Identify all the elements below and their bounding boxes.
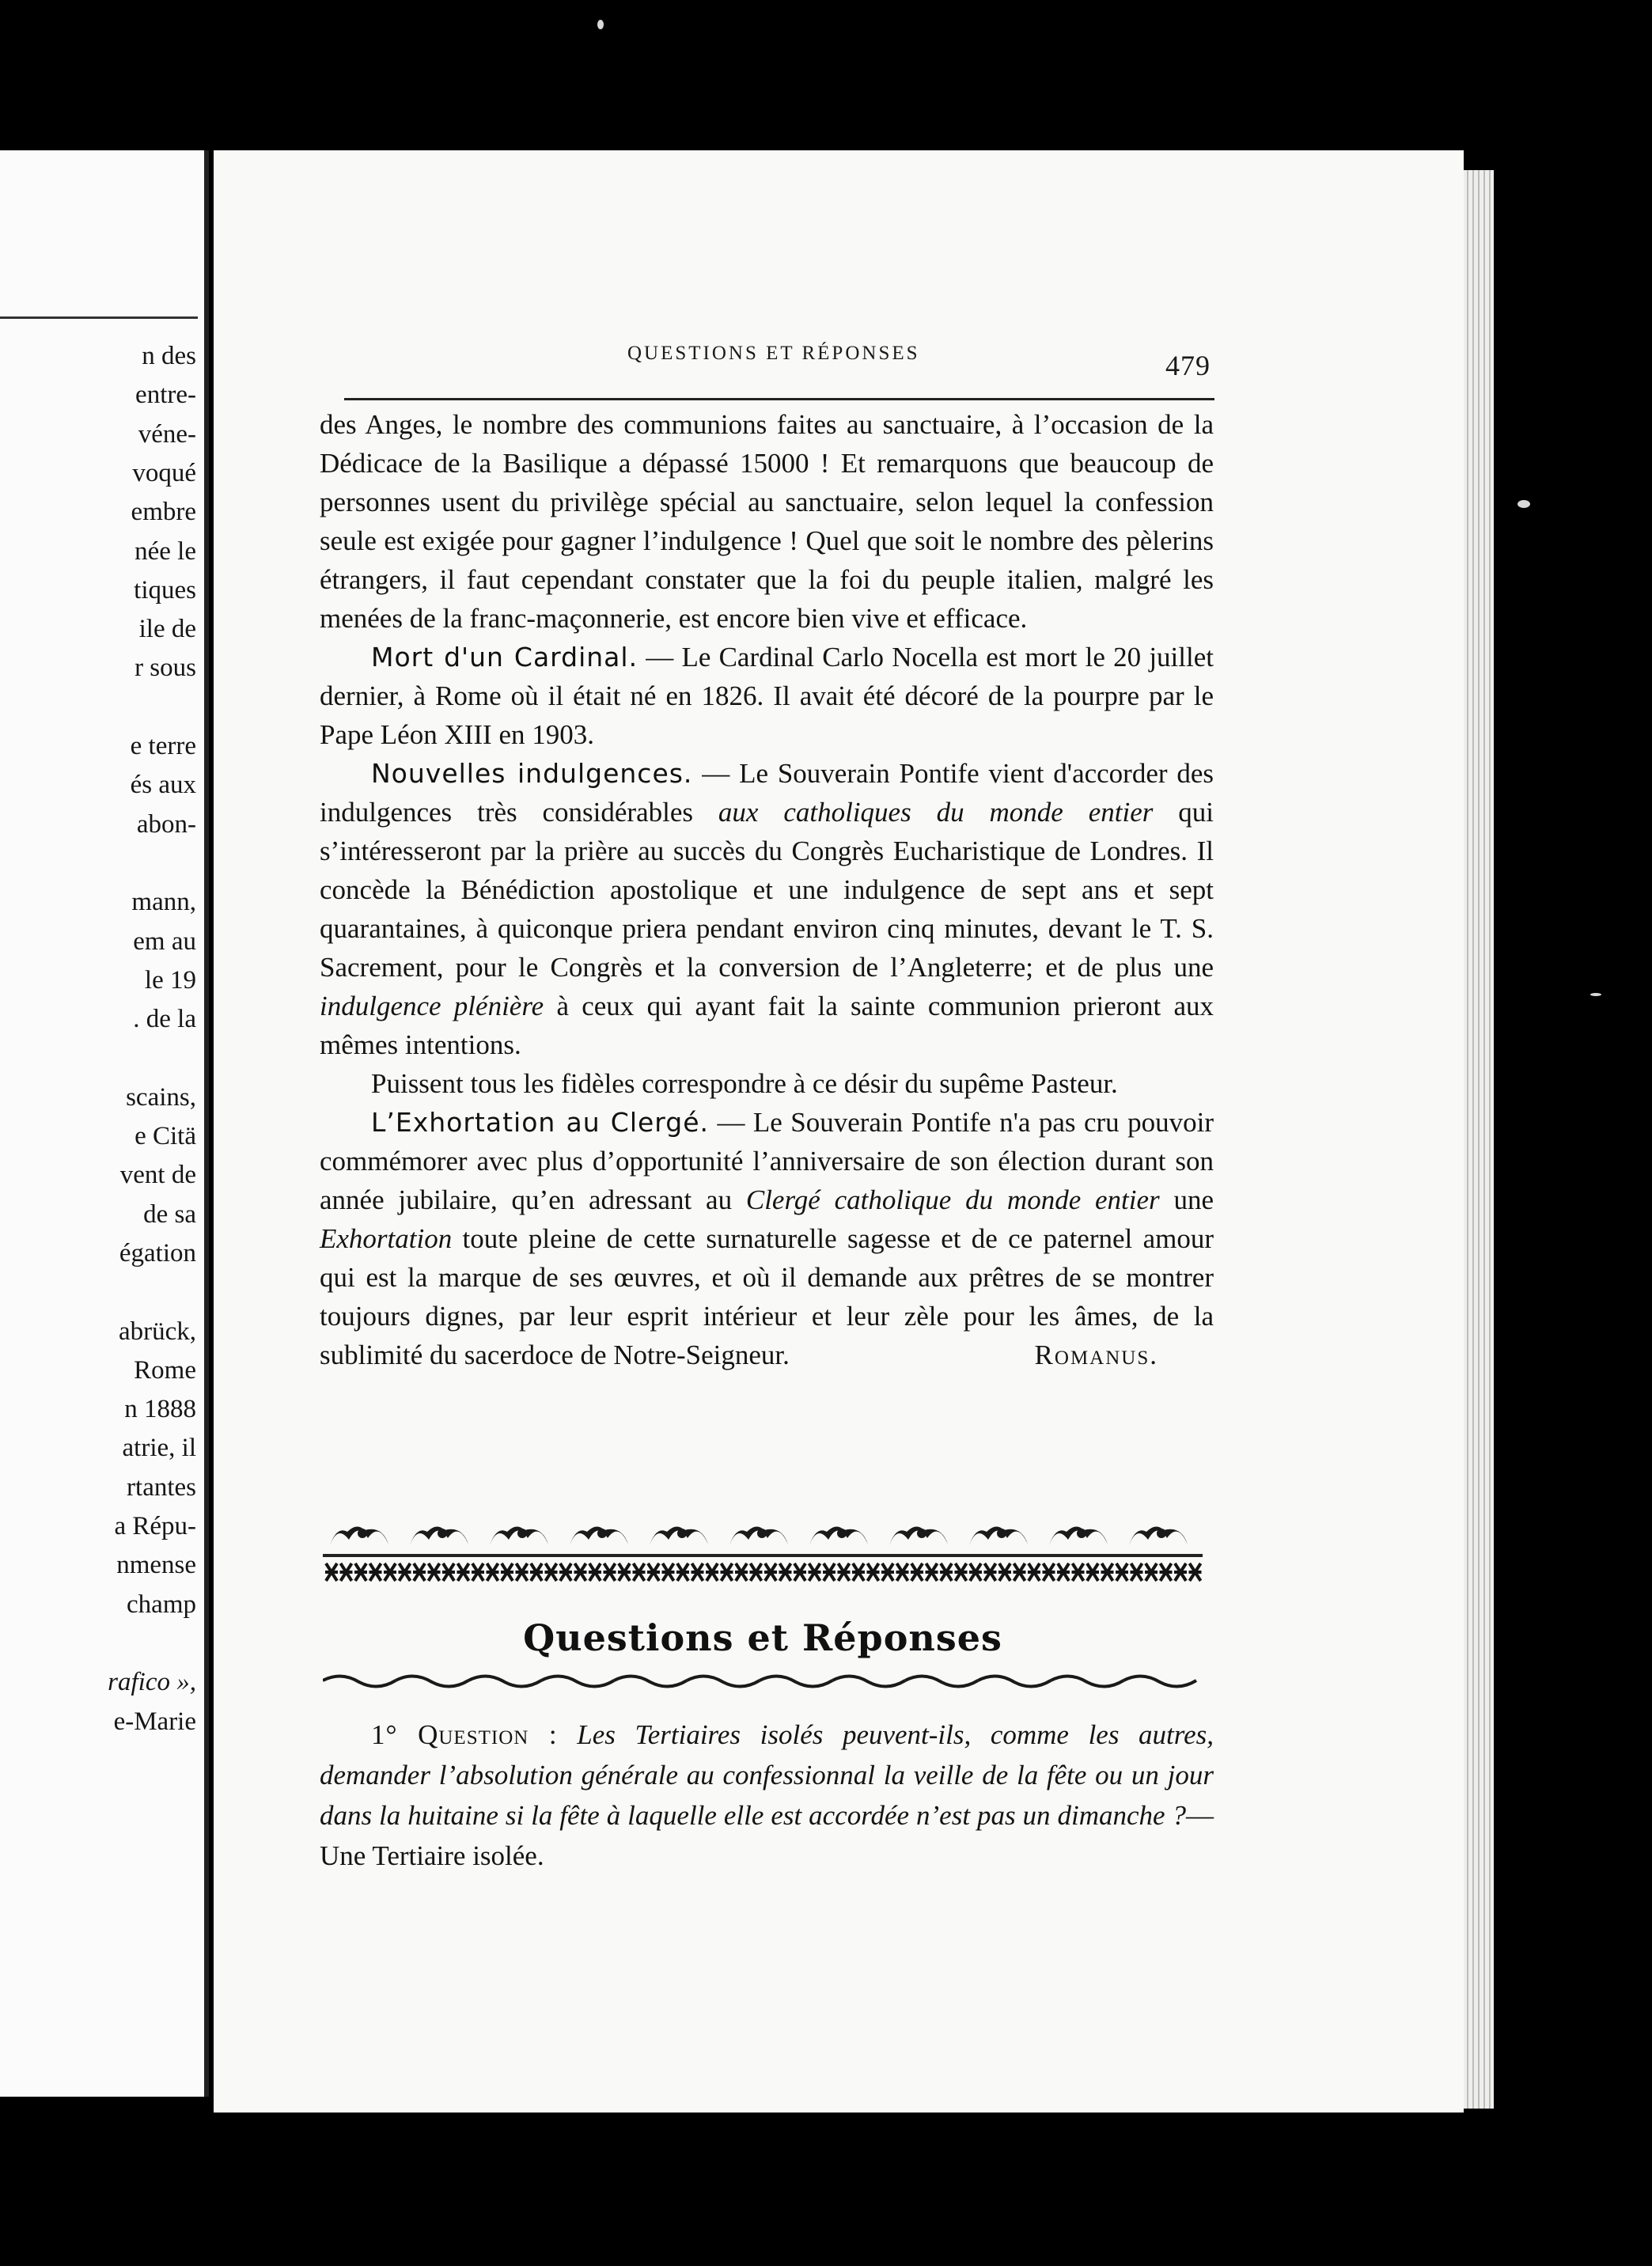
wave-ornament bbox=[614, 1676, 687, 1686]
question-block bbox=[320, 1715, 1214, 1876]
page-number: 479 bbox=[1165, 350, 1211, 381]
ornament-cross-band bbox=[323, 1560, 1203, 1584]
left-page-line: voqué bbox=[132, 458, 196, 487]
wave-ornament bbox=[687, 1676, 760, 1686]
ornament-rule bbox=[323, 1554, 1203, 1557]
left-page-line: em au bbox=[133, 926, 196, 956]
cross-ornament bbox=[1116, 1563, 1128, 1581]
ornament-scroll-band bbox=[323, 1519, 1203, 1552]
section-rubric: L’Exhortation au Clergé. bbox=[371, 1107, 710, 1138]
section-title: Questions et Réponses bbox=[523, 1616, 1002, 1659]
paragraph bbox=[320, 1103, 1214, 1374]
cross-ornament bbox=[809, 1563, 821, 1581]
cross-ornament bbox=[530, 1563, 543, 1581]
left-page-line: tiques bbox=[134, 575, 196, 604]
paragraph-text: — Le Souverain Pontife n'a pas cru pouvoir commémorer avec plus d’opportunité l’anniversaire de son élection durant son année jubilaire, qu’en adressant au bbox=[320, 1107, 1214, 1215]
left-page-line: . de la bbox=[133, 1005, 196, 1034]
cross-ornament bbox=[1101, 1563, 1114, 1581]
cross-ornament bbox=[399, 1563, 411, 1581]
cross-ornament bbox=[852, 1563, 865, 1581]
cross-ornament bbox=[881, 1563, 894, 1581]
scroll-ornament bbox=[329, 1526, 388, 1548]
left-page-line: rtantes bbox=[127, 1472, 196, 1502]
cross-ornament bbox=[501, 1563, 513, 1581]
cross-ornament bbox=[662, 1563, 675, 1581]
cross-ornament bbox=[896, 1563, 909, 1581]
cross-ornament bbox=[457, 1563, 470, 1581]
italic-text: Exhortation bbox=[320, 1223, 453, 1254]
left-page-line: atrie, il bbox=[122, 1434, 196, 1463]
cross-ornament bbox=[706, 1563, 718, 1581]
question-label: 1° Question : bbox=[371, 1719, 558, 1750]
paragraph-text: — Le Souverain Pontife vient d'accorder des indulgences très considérables bbox=[320, 758, 1214, 828]
left-page-line: abon- bbox=[136, 809, 196, 839]
paragraph bbox=[320, 754, 1214, 1064]
cross-ornament bbox=[618, 1563, 631, 1581]
cross-ornament bbox=[516, 1563, 529, 1581]
left-page-line: e-Marie bbox=[113, 1707, 196, 1736]
section-rubric: Mort d'un Cardinal. bbox=[371, 642, 638, 673]
scroll-ornament bbox=[809, 1526, 868, 1548]
paragraph-text: — Le Cardinal Carlo Nocella est mort le 20 juillet dernier, à Rome où il était né en 1826. Il avait été décoré de la pourpre par le Pape Léon XIII en 1903. bbox=[320, 642, 1214, 750]
left-page-line: de sa bbox=[143, 1199, 196, 1229]
wave-ornament bbox=[1123, 1676, 1196, 1686]
left-page-line: égation bbox=[119, 1238, 196, 1268]
left-page-line: le 19 bbox=[144, 965, 196, 995]
cross-ornament bbox=[604, 1563, 616, 1581]
left-page-line: r sous bbox=[135, 654, 196, 683]
paragraph: des Anges, le nombre des communions faites au sanctuaire, à l’occasion de la Dédicace de la Basilique a dépassé 15000 ! Et remarquons que beaucoup de personnes usent du privilège spécial au sanctuaire, selon lequel la confession seule est exigée pour gagner l’indulgence ! Quel que soit le nombre des pèlerins étrangers, il faut cependant constater que la foi du peuple italien, malgré les menées de la franc-maçonnerie, est encore bien vive et efficace. bbox=[320, 409, 1214, 634]
cross-ornament bbox=[545, 1563, 558, 1581]
paragraph bbox=[320, 638, 1214, 754]
italic-text: Clergé catholique du monde entier bbox=[745, 1184, 1160, 1215]
wave-ornament bbox=[905, 1676, 978, 1686]
cross-ornament bbox=[472, 1563, 484, 1581]
left-page-line: rafico », bbox=[108, 1668, 196, 1697]
italic-text: aux catholiques du monde entier bbox=[718, 797, 1154, 828]
scroll-ornament bbox=[889, 1526, 948, 1548]
cross-ornament bbox=[926, 1563, 938, 1581]
cross-ornament bbox=[1160, 1563, 1173, 1581]
cross-ornament bbox=[413, 1563, 426, 1581]
scroll-ornament bbox=[569, 1526, 628, 1548]
cross-ornament bbox=[940, 1563, 953, 1581]
cross-ornament bbox=[487, 1563, 499, 1581]
cross-ornament bbox=[1145, 1563, 1158, 1581]
cross-ornament bbox=[823, 1563, 835, 1581]
left-page-line: abrück, bbox=[118, 1317, 196, 1346]
scroll-ornament bbox=[1048, 1526, 1108, 1548]
cross-ornament bbox=[384, 1563, 396, 1581]
scroll-ornament bbox=[489, 1526, 548, 1548]
wave-ornament bbox=[832, 1676, 905, 1686]
cross-ornament bbox=[633, 1563, 646, 1581]
cross-ornament bbox=[998, 1563, 1011, 1581]
scroll-ornament bbox=[409, 1526, 468, 1548]
cross-ornament bbox=[750, 1563, 763, 1581]
left-page-line: Rome bbox=[134, 1355, 196, 1385]
question-text: Les Tertiaires isolés peuvent-ils, comme les autres, demander l’absolution générale au confessionnal la veille de la fête ou un jour dans la huitaine si la fête à laquelle elle est accordée n’est pas un dimanche ? bbox=[320, 1719, 1214, 1831]
section-rubric: Nouvelles indulgences. bbox=[371, 758, 693, 789]
paragraph-text: une bbox=[1159, 1184, 1214, 1215]
italic-text: indulgence plénière bbox=[320, 991, 544, 1021]
cross-ornament bbox=[1014, 1563, 1026, 1581]
cross-ornament bbox=[559, 1563, 572, 1581]
left-page-line: nmense bbox=[116, 1551, 196, 1580]
left-page-line: embre bbox=[131, 498, 196, 527]
wave-ornament bbox=[760, 1676, 832, 1686]
paragraph-text: qui s’intéresseront par la prière au succès du Congrès Eucharistique de Londres. Il concède la Bénédiction apostolique et une indulgence de sept ans et sept quarantaines, à quiconque priera pendant environ cinq minutes, devant le T. S. Sacrement, pour le Congrès et la conversion de l’Angleterre; et de plus une bbox=[320, 797, 1214, 983]
cross-ornament bbox=[911, 1563, 923, 1581]
cross-ornament bbox=[1189, 1563, 1202, 1581]
cross-ornament bbox=[647, 1563, 660, 1581]
cross-ornament bbox=[955, 1563, 968, 1581]
cross-ornament bbox=[1174, 1563, 1187, 1581]
cross-ornament bbox=[369, 1563, 382, 1581]
cross-ornament bbox=[1086, 1563, 1099, 1581]
left-page-line: a Répu- bbox=[114, 1512, 196, 1540]
paragraph: Puissent tous les fidèles correspondre à ce désir du supême Pasteur. bbox=[371, 1068, 1118, 1099]
scroll-ornament bbox=[1128, 1526, 1188, 1548]
left-page-rule bbox=[0, 316, 198, 319]
wave-ornament bbox=[978, 1676, 1051, 1686]
scroll-ornament bbox=[649, 1526, 708, 1548]
left-page-line: n des bbox=[142, 342, 196, 370]
cross-ornament bbox=[764, 1563, 777, 1581]
author-signature: Romanus. bbox=[1034, 1340, 1158, 1370]
article-body bbox=[320, 405, 1214, 1374]
left-page-line: champ bbox=[127, 1590, 196, 1619]
dust-speck bbox=[597, 20, 604, 29]
cross-ornament bbox=[691, 1563, 704, 1581]
left-page-line: e Citä bbox=[135, 1122, 196, 1150]
running-head: QUESTIONS ET RÉPONSES bbox=[627, 343, 920, 364]
cross-ornament bbox=[721, 1563, 733, 1581]
scroll-ornament bbox=[968, 1526, 1028, 1548]
left-page-line: entre- bbox=[135, 381, 196, 410]
cross-ornament bbox=[589, 1563, 601, 1581]
wave-rule bbox=[323, 1671, 1203, 1695]
cross-ornament bbox=[676, 1563, 689, 1581]
cross-ornament bbox=[354, 1563, 367, 1581]
paragraph-text: toute pleine de cette surnaturelle sagesse et de ce paternel amour qui est la marque de ses œuvres, et où il demande aux prêtres de se montrer toujours dignes, par leur esprit intérieur et leur zèle pour les âmes, de la sublimité du sacerdoce de Notre-Seigneur. bbox=[320, 1223, 1214, 1370]
paragraph-text: à ceux qui ayant fait la sainte communion prieront aux mêmes intentions. bbox=[320, 991, 1214, 1060]
cross-ornament bbox=[340, 1563, 353, 1581]
left-page-line: mann, bbox=[131, 888, 196, 917]
wave-ornament bbox=[468, 1676, 541, 1686]
cross-ornament bbox=[1057, 1563, 1070, 1581]
dust-speck bbox=[1590, 993, 1601, 996]
scroll-ornament bbox=[729, 1526, 788, 1548]
left-page-fragment bbox=[0, 150, 209, 2097]
wave-ornament bbox=[1051, 1676, 1123, 1686]
cross-ornament bbox=[735, 1563, 748, 1581]
wave-ornament bbox=[323, 1676, 396, 1686]
cross-ornament bbox=[779, 1563, 792, 1581]
left-page-line: e terre bbox=[130, 732, 196, 760]
dust-speck bbox=[1517, 500, 1530, 508]
left-page-line: vent de bbox=[119, 1161, 196, 1190]
wave-ornament bbox=[396, 1676, 468, 1686]
cross-ornament bbox=[1072, 1563, 1085, 1581]
cross-ornament bbox=[1131, 1563, 1143, 1581]
cross-ornament bbox=[574, 1563, 587, 1581]
left-page-line: scains, bbox=[126, 1082, 196, 1112]
left-page-line: és aux bbox=[130, 771, 196, 800]
cross-ornament bbox=[325, 1563, 338, 1581]
left-page-line: n 1888 bbox=[124, 1395, 196, 1424]
cross-ornament bbox=[838, 1563, 851, 1581]
left-page-line: ile de bbox=[138, 615, 196, 644]
header-rule bbox=[344, 398, 1214, 400]
wave-ornament bbox=[541, 1676, 614, 1686]
question-signoff: —Une Tertiaire isolée. bbox=[320, 1800, 1214, 1871]
cross-ornament bbox=[867, 1563, 880, 1581]
cross-ornament bbox=[969, 1563, 982, 1581]
cross-ornament bbox=[1043, 1563, 1055, 1581]
cross-ornament bbox=[1028, 1563, 1040, 1581]
cross-ornament bbox=[428, 1563, 441, 1581]
cross-ornament bbox=[794, 1563, 806, 1581]
cross-ornament bbox=[442, 1563, 455, 1581]
left-page-line: véne- bbox=[138, 419, 196, 449]
left-page-line: née le bbox=[135, 536, 196, 566]
cross-ornament bbox=[984, 1563, 997, 1581]
